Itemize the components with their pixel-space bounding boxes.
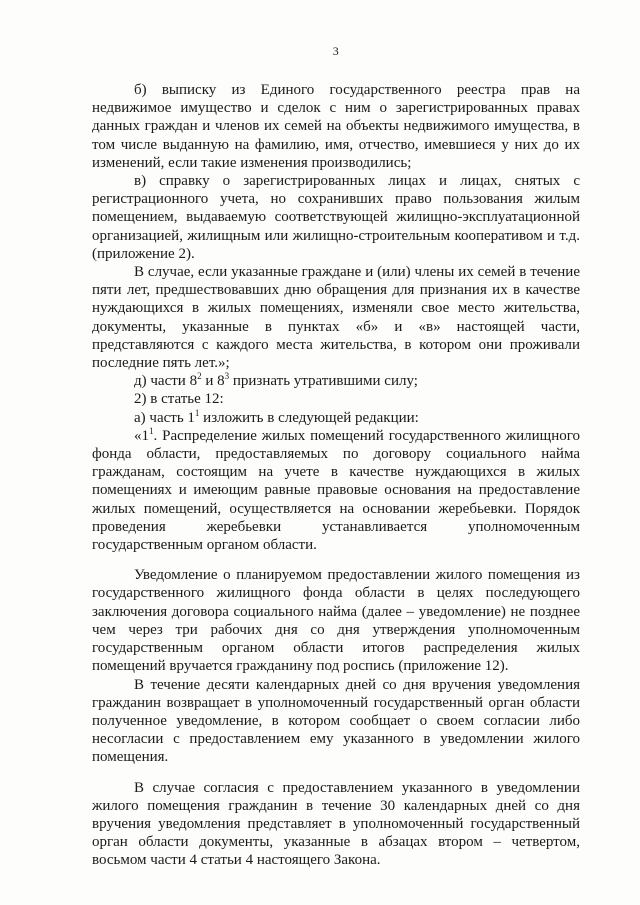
text-run: и 8 [201,373,225,390]
superscript: 3 [224,371,230,382]
paragraph-change-of-residence: В случае, если указанные граждане и (или) члены их семей в течение пяти лет, предшествовавших дню обращения для признания их в качестве нуждающихся в жилых помещениях, изменяли свое место жительства, документы, указанные в пунктах «б» и «в» настоящей части, представляются с каждого места жительства, в котором они проживали последние пять лет.»; [92,264,580,372]
text-run: изложить в следующей редакции: [199,409,419,426]
document-body [92,81,580,870]
text-run: . Распределение жилых помещений государственного жилищного фонда области, предоставляемых по договору социального найма гражданам, состоящим на учете в качестве нуждающихся в жилых помещениях и имеющим равные правовые основания на предоставление жилых помещений, осуществляется на основании жеребьевки. Порядок проведения жеребьевки устанавливается уполномоченным государственным органом области. [92,427,580,554]
paragraph-article-12: 2) в статье 12: [134,391,224,408]
paragraph-notification: Уведомление о планируемом предоставлении жилого помещения из государственного жилищного фонда области в целях последующего заключения договора социального найма (далее – уведомление) не позднее чем через три рабочих дня со дня утверждения уполномоченным государственным органом области итогов распределения жилых помещений вручается гражданину под роспись (приложение 12). [92,567,580,675]
paragraph-registration-certificate: в) справку о зарегистрированных лицах и лицах, снятых с регистрационного учета, но сохранивших право пользования жилым помещением, выдаваемую соответствующей жилищно-эксплуатационной организацией, жилищным или жилищно-строительным кооперативом и т.д. (приложение 2). [92,173,580,262]
paragraph-return-notification: В течение десяти календарных дней со дня вручения уведомления гражданин возвращает в уполномоченный государственный орган области полученное уведомление, в котором сообщает о своем согласии либо несогласии с предоставлением ему указанного в уведомлении жилого помещения. [92,676,580,766]
text-run: признать утратившими силу; [229,373,418,390]
superscript: 1 [149,425,154,436]
paragraph-part-1-1-intro [92,409,580,427]
paragraph-extract-registry: б) выписку из Единого государственного реестра прав на недвижимое имущество и сделок с ним о зарегистрированных правах данных граждан и членов их семей на объекты недвижимого имущества, в том числе выданную на фамилию, имя, отчество, имевшиеся у них до их изменений, если такие изменения производились; [92,82,580,171]
paragraph-consent-documents: В случае согласия с предоставлением указанного в уведомлении жилого помещения гражданин в течение 30 календарных дней со дня вручения уведомления представляет в уполномоченный государственный орган области документы, указанные в абзацах втором – четвертом, восьмом части 4 статьи 4 настоящего Закона. [92,779,580,869]
superscript: 2 [197,371,202,382]
text-run: «1 [134,427,149,444]
text-run: а) часть 1 [134,409,195,426]
superscript: 1 [194,407,200,418]
paragraph-repeal-parts [92,372,580,390]
text-run: д) части 8 [134,373,198,390]
page-number: 3 [332,44,340,58]
paragraph-distribution-lottery [92,427,580,554]
